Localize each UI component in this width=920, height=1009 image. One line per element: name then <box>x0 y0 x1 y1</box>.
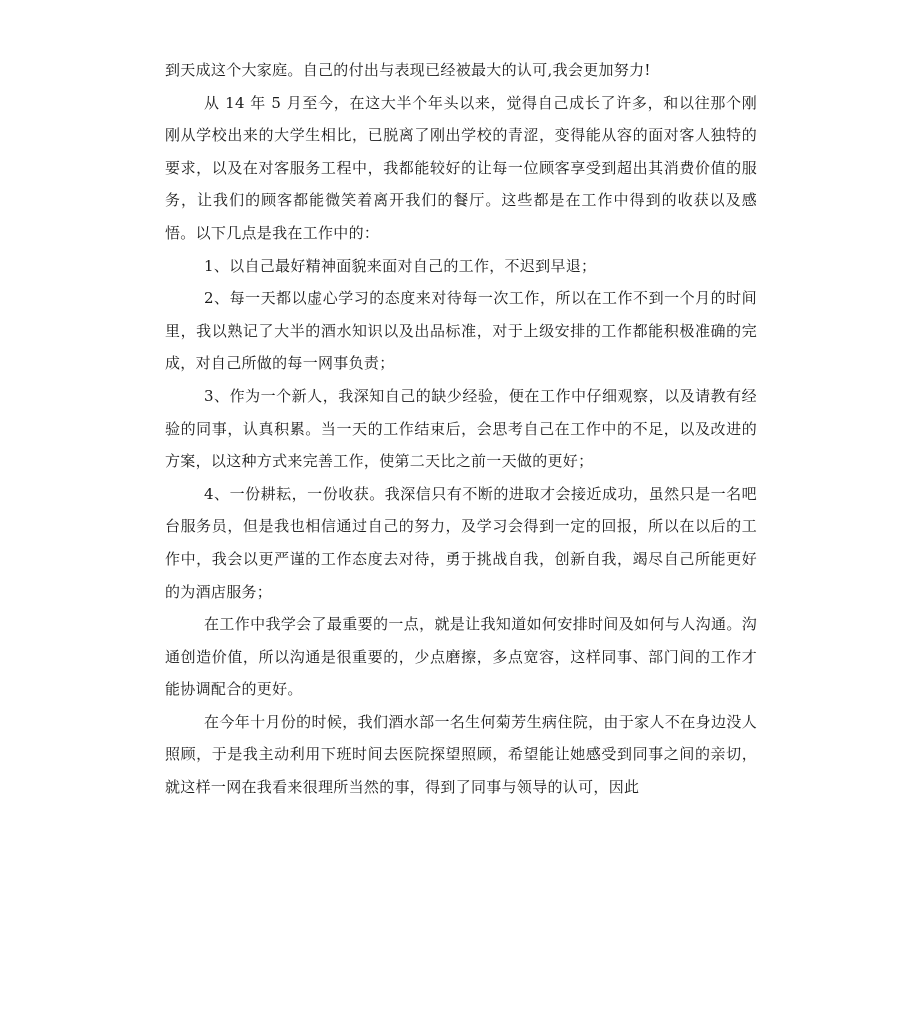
paragraph-8: 在今年十月份的时候，我们酒水部一名生何菊芳生病住院，由于家人不在身边没人照顾，于是我主动利用下班时间去医院探望照顾，希望能让她感受到同事之间的亲切，就这样一网在我看来很理所当然的事，得到了同事与领导的认可，因此 <box>165 712 757 797</box>
paragraph-4: 2、每一天都以虚心学习的态度来对待每一次工作，所以在工作不到一个月的时间里，我以熟记了大半的酒水知识以及出品标准，对于上级安排的工作都能积极准确的完成，对自己所做的每一网事负责； <box>165 289 757 373</box>
paragraph-2: 从 14 年 5 月至今，在这大半个年头以来，觉得自己成长了许多，和以往那个刚刚从学校出来的大学生相比，已脱离了刚出学校的青涩，变得能从容的面对客人独特的要求，以及在对客服务工程中，我都能较好的让每一位顾客享受到超出其消费价值的服务，让我们的顾客都能微笑着离开我们的餐厅。这些都是在工作中得到的收获以及感悟。以下几点是我在工作中的： <box>165 93 757 242</box>
paragraph-1: 到天成这个大家庭。自己的付出与表现已经被最大的认可,我会更加努力! <box>165 61 651 79</box>
paragraph-7: 在工作中我学会了最重要的一点，就是让我知道如何安排时间及如何与人沟通。沟通创造价值，所以沟通是很重要的，少点磨擦，多点宽容，这样同事、部门间的工作才能协调配合的更好。 <box>165 615 757 699</box>
document-body <box>165 54 757 804</box>
paragraph-3: 1、以自己最好精神面貌来面对自己的工作，不迟到早退； <box>204 256 597 275</box>
paragraph-6: 4、一份耕耘，一份收获。我深信只有不断的进取才会接近成功，虽然只是一名吧台服务员，但是我也相信通过自己的努力，及学习会得到一定的回报，所以在以后的工作中，我会以更严谨的工作态度去对待，勇于挑战自我，创新自我，竭尽自己所能更好的为酒店服务； <box>165 484 757 601</box>
paragraph-5: 3、作为一个新人，我深知自己的缺少经验，便在工作中仔细观察，以及请教有经验的同事，认真积累。当一天的工作结束后，会思考自己在工作中的不足，以及改进的方案，以这种方式来完善工作，使第二天比之前一天做的更好； <box>165 386 757 471</box>
